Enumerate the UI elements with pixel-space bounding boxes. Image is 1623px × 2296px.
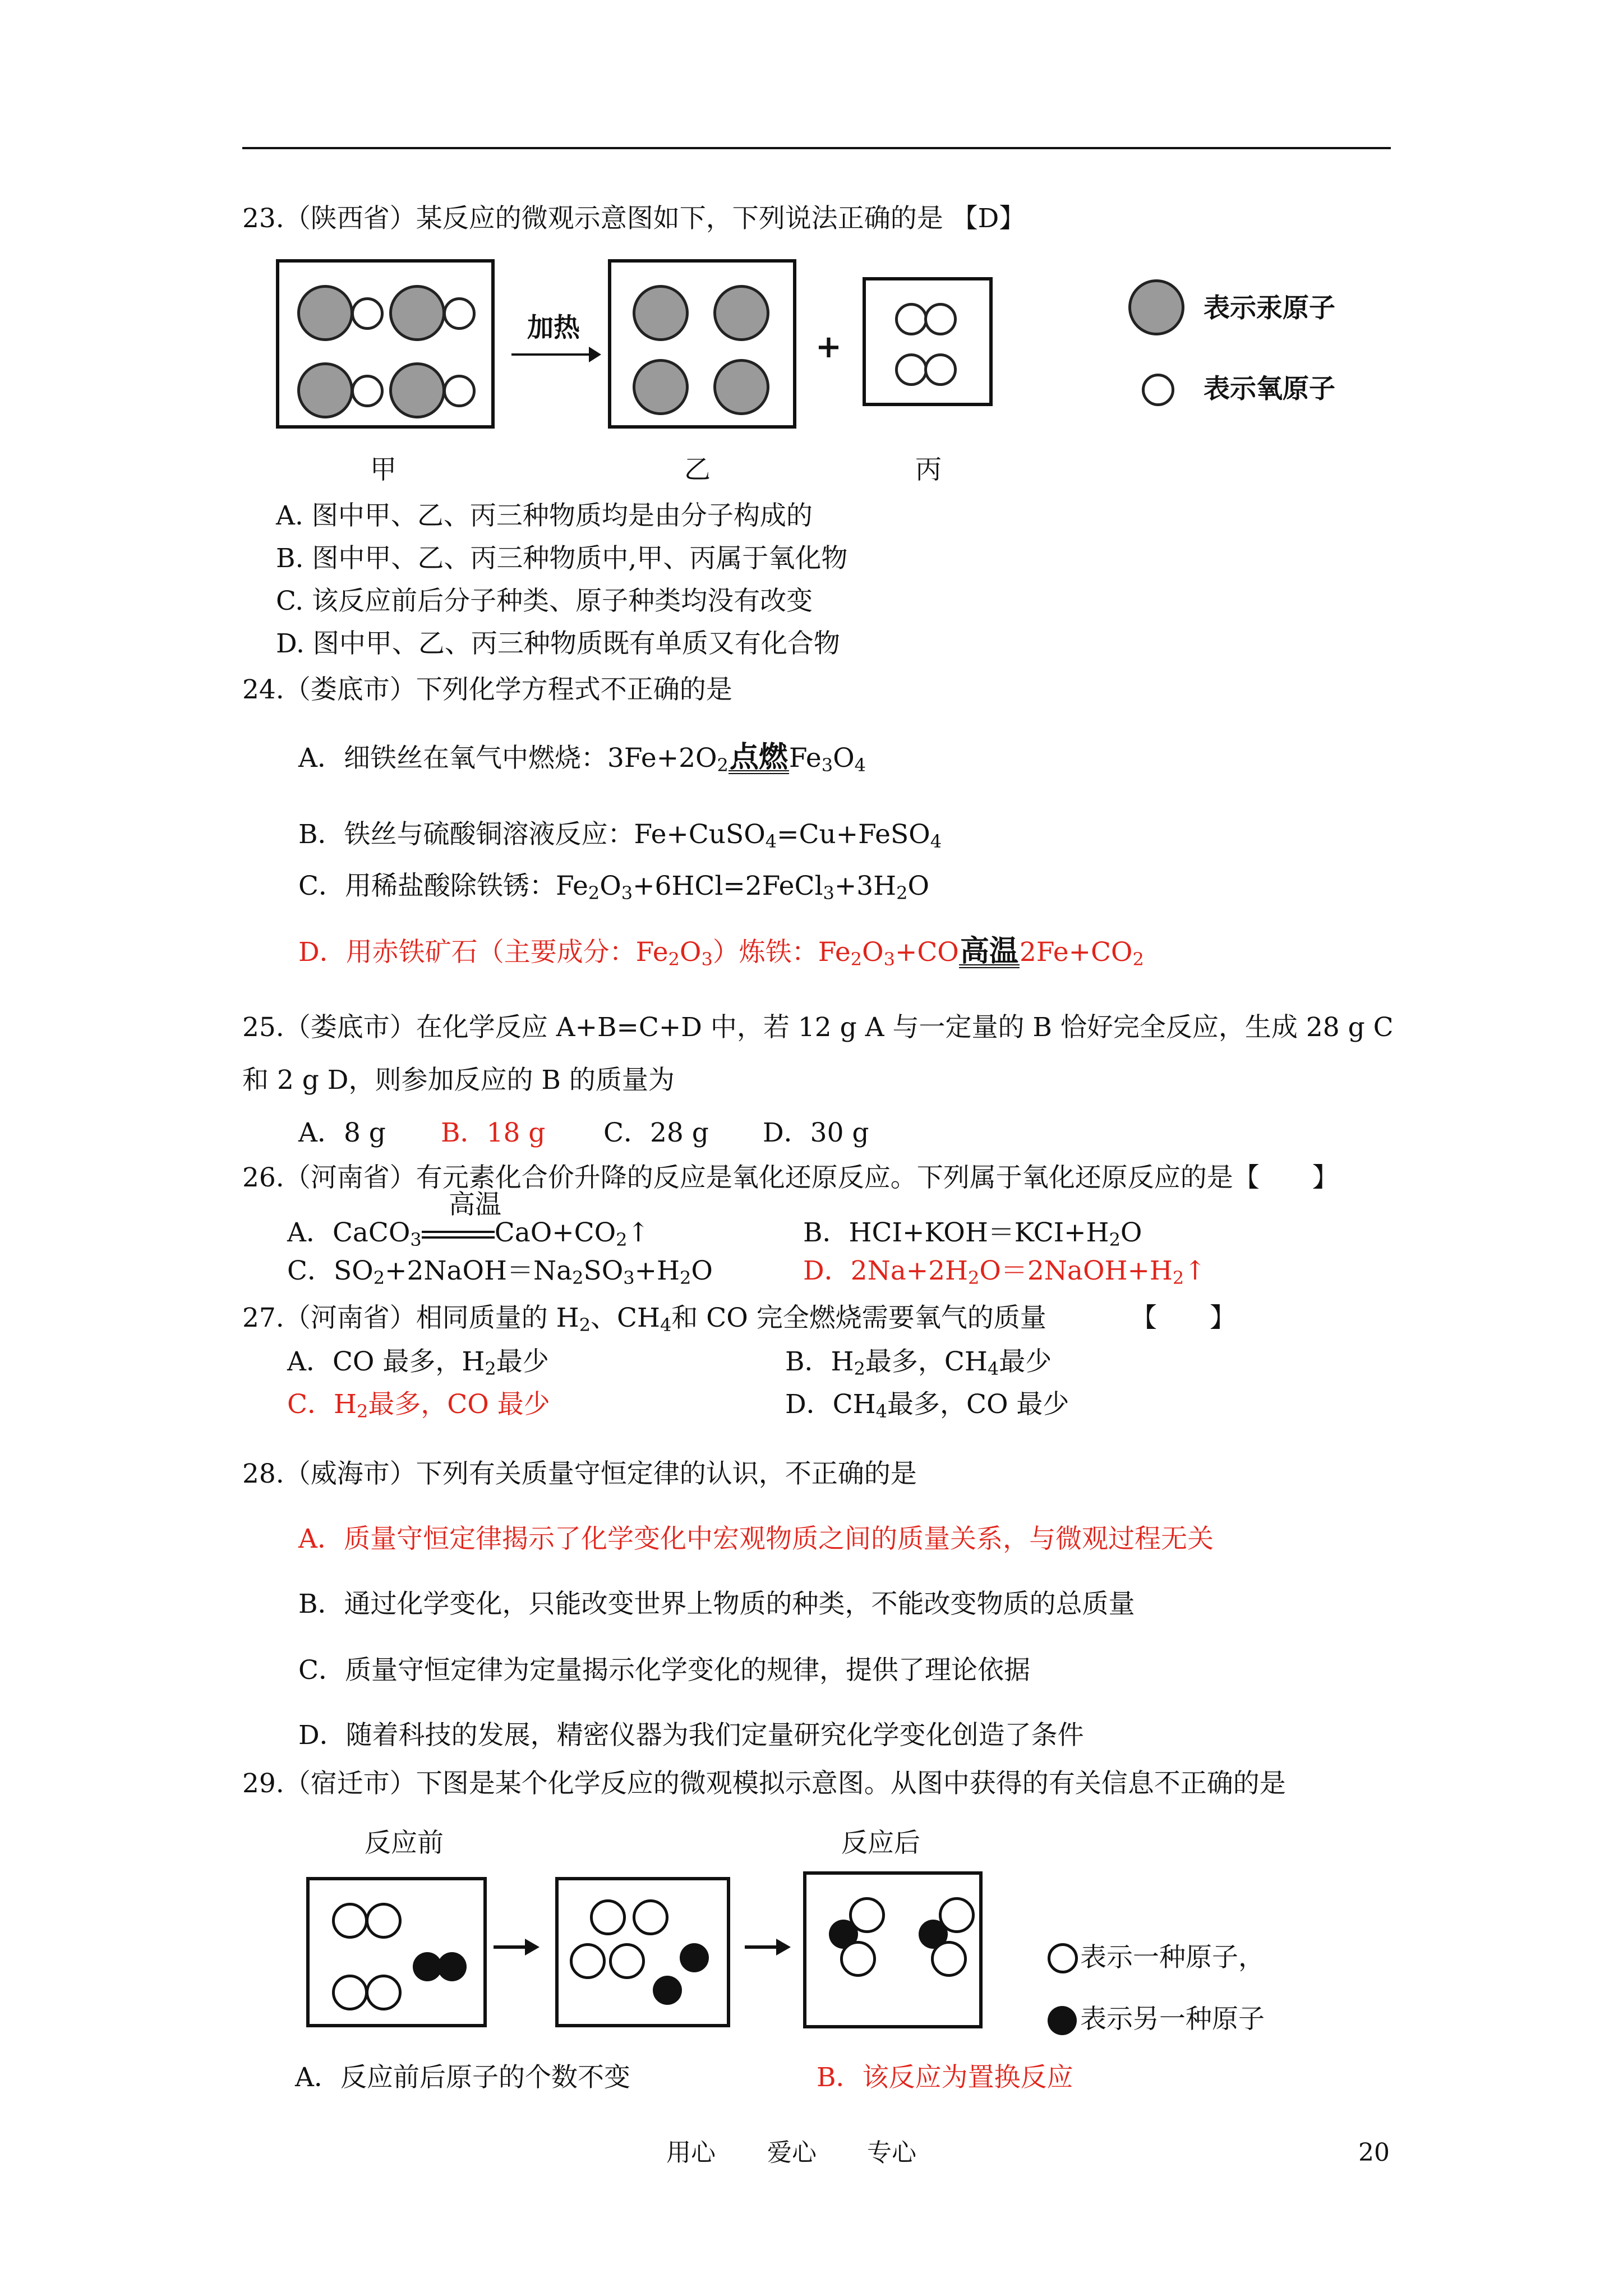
white-atom xyxy=(366,1975,402,2010)
q24-stem: 24.（娄底市）下列化学方程式不正确的是 xyxy=(242,674,732,705)
q28-option-d: D．随着科技的发展，精密仪器为我们定量研究化学变化创造了条件 xyxy=(298,1720,1084,1751)
hg-atom xyxy=(389,285,445,341)
q24-option-d: D．用赤铁矿石（主要成分：$Fe_2O_3$）炼铁：$Fe_2O_3+CO$高温$2Fe+CO_2$ xyxy=(298,934,1144,970)
white-atom xyxy=(332,1903,368,1939)
q25-stem-line1: 25.（娄底市）在化学反应 A+B=C+D 中，若 12 g A 与一定量的 B 恰好完全反应，生成 28 g C xyxy=(242,1012,1394,1043)
q29-stem: 29.（宿迁市）下图是某个化学反应的微观模拟示意图。从图中获得的有关信息不正确的是 xyxy=(242,1768,1286,1799)
q25-stem-line2: 和 2 g D，则参加反应的 B 的质量为 xyxy=(242,1065,675,1096)
heat-label: 加热 xyxy=(527,312,580,343)
hg-atom xyxy=(389,362,445,418)
q26-option-c: C．$SO_2+2NaOH=Na_2SO_3+H_2O$ xyxy=(287,1255,713,1289)
q23-option-b: B. 图中甲、乙、丙三种物质中,甲、丙属于氧化物 xyxy=(276,543,848,574)
q27-option-a: A．CO 最多，$H_2$最少 xyxy=(287,1346,549,1379)
plus-sign: + xyxy=(815,328,842,365)
o-atom xyxy=(351,375,384,407)
white-atom xyxy=(609,1943,645,1979)
o-atom xyxy=(895,353,928,386)
o-atom xyxy=(351,297,384,330)
q26-option-a: A．CaCO$_3$ $CaO+CO_2↑$ xyxy=(287,1217,649,1250)
q23-option-c: C. 该反应前后分子种类、原子种类均没有改变 xyxy=(276,586,813,616)
label-jia: 甲 xyxy=(370,454,396,485)
q25-option-d: D．30 g xyxy=(763,1117,869,1148)
q25-option-c: C．28 g xyxy=(603,1117,709,1148)
page-number: 20 xyxy=(1358,2138,1390,2167)
white-atom xyxy=(366,1903,402,1939)
white-atom xyxy=(840,1941,876,1977)
box-bing xyxy=(863,277,993,406)
black-atom xyxy=(653,1976,682,2005)
white-atom xyxy=(332,1975,368,2010)
header-rule xyxy=(242,147,1391,149)
q25-option-b: B．18 g xyxy=(441,1117,546,1148)
o-atom xyxy=(443,375,476,407)
q27-option-b: B．$H_2$最多，$CH_4$最少 xyxy=(785,1346,1052,1379)
q25-option-a: A．8 g xyxy=(298,1117,386,1148)
q29-before-label: 反应前 xyxy=(365,1828,444,1858)
hg-atom xyxy=(713,285,769,341)
q27-bracket: 【 】 xyxy=(1131,1303,1236,1333)
hg-atom xyxy=(713,359,769,415)
q26-stem: 26.（河南省）有元素化合价升降的反应是氧化还原反应。下列属于氧化还原反应的是【 】 xyxy=(242,1162,1339,1193)
reaction-arrow xyxy=(511,353,596,356)
box-jia xyxy=(276,259,495,429)
legend-black-icon xyxy=(1048,2006,1077,2035)
q29-box-before xyxy=(306,1877,487,2027)
q26-option-b: B．$HCI+KOH=KCI+H_2O$ xyxy=(803,1217,1142,1250)
q23-option-d: D. 图中甲、乙、丙三种物质既有单质又有化合物 xyxy=(276,628,840,659)
label-yi: 乙 xyxy=(684,454,711,485)
q24-option-c: C．用稀盐酸除铁锈：$Fe_2O_3+6HCl=2FeCl_3+3H_2O$ xyxy=(298,871,930,904)
hg-atom xyxy=(633,285,689,341)
q29-arrow-1-head xyxy=(525,1939,540,1955)
q29-box-middle xyxy=(555,1877,730,2027)
footer-motto-2: 爱心 xyxy=(767,2138,817,2167)
q29-option-a: A．反应前后原子的个数不变 xyxy=(295,2062,630,2093)
o-atom xyxy=(924,303,957,335)
white-atom xyxy=(570,1943,606,1979)
black-atom xyxy=(680,1943,709,1972)
legend-white-icon xyxy=(1048,1943,1078,1973)
q23-stem: 23.（陕西省）某反应的微观示意图如下，下列说法正确的是 【D】 xyxy=(242,203,1026,234)
white-atom xyxy=(931,1941,967,1977)
q29-arrow-2 xyxy=(745,1945,781,1949)
legend-hg: 表示汞原子 xyxy=(1204,293,1335,324)
legend-hg-icon xyxy=(1128,279,1184,335)
q27-stem: 27.（河南省）相同质量的 $H_2$、$CH_4$和 CO 完全燃烧需要氧气的质量 xyxy=(242,1303,1046,1336)
q28-option-c: C．质量守恒定律为定量揭示化学变化的规律，提供了理论依据 xyxy=(298,1655,1030,1686)
q23-option-a: A. 图中甲、乙、丙三种物质均是由分子构成的 xyxy=(276,500,813,531)
footer-motto-3: 专心 xyxy=(867,2138,916,2167)
q24-option-a: A．细铁丝在氧气中燃烧：$3Fe+2O_2$点燃$Fe_3O_4$ xyxy=(298,740,866,776)
arrow-head xyxy=(589,347,601,362)
white-atom xyxy=(590,1899,626,1935)
legend-o: 表示氧原子 xyxy=(1204,374,1335,404)
box-yi xyxy=(608,259,796,429)
q29-legend-black: 表示另一种原子 xyxy=(1080,2004,1265,2035)
q24-option-b: B．铁丝与硫酸铜溶液反应：Fe+CuSO$_4$=Cu+FeSO$_4$ xyxy=(298,819,942,852)
legend-o-icon xyxy=(1142,374,1174,406)
q28-stem: 28.（威海市）下列有关质量守恒定律的认识，不正确的是 xyxy=(242,1458,917,1489)
q29-box-after xyxy=(803,1871,983,2028)
q29-option-b: B．该反应为置换反应 xyxy=(817,2062,1073,2093)
o-atom xyxy=(443,297,476,330)
q29-after-label: 反应后 xyxy=(841,1828,920,1858)
o-atom xyxy=(924,353,957,386)
q29-arrow-1 xyxy=(494,1945,529,1949)
hg-atom xyxy=(297,285,353,341)
q27-option-d: D．$CH_4$最多，CO 最少 xyxy=(785,1389,1069,1422)
o-atom xyxy=(895,303,928,335)
q28-option-b: B．通过化学变化，只能改变世界上物质的种类，不能改变物质的总质量 xyxy=(298,1589,1135,1619)
q29-legend-white: 表示一种原子， xyxy=(1080,1942,1265,1973)
q27-option-c: C．$H_2$最多，CO 最少 xyxy=(287,1389,550,1422)
q29-arrow-2-head xyxy=(776,1939,791,1955)
hg-atom xyxy=(297,362,353,418)
footer-motto-1: 用心 xyxy=(666,2138,716,2167)
q28-option-a: A．质量守恒定律揭示了化学变化中宏观物质之间的质量关系，与微观过程无关 xyxy=(298,1524,1214,1554)
label-bing: 丙 xyxy=(915,454,942,485)
q26-option-d: D．$2Na+2H_2O=2NaOH+H_2↑$ xyxy=(803,1255,1206,1289)
hg-atom xyxy=(633,359,689,415)
black-atom xyxy=(437,1952,467,1981)
q26-condition: 高温 xyxy=(449,1189,501,1220)
white-atom xyxy=(633,1899,668,1935)
